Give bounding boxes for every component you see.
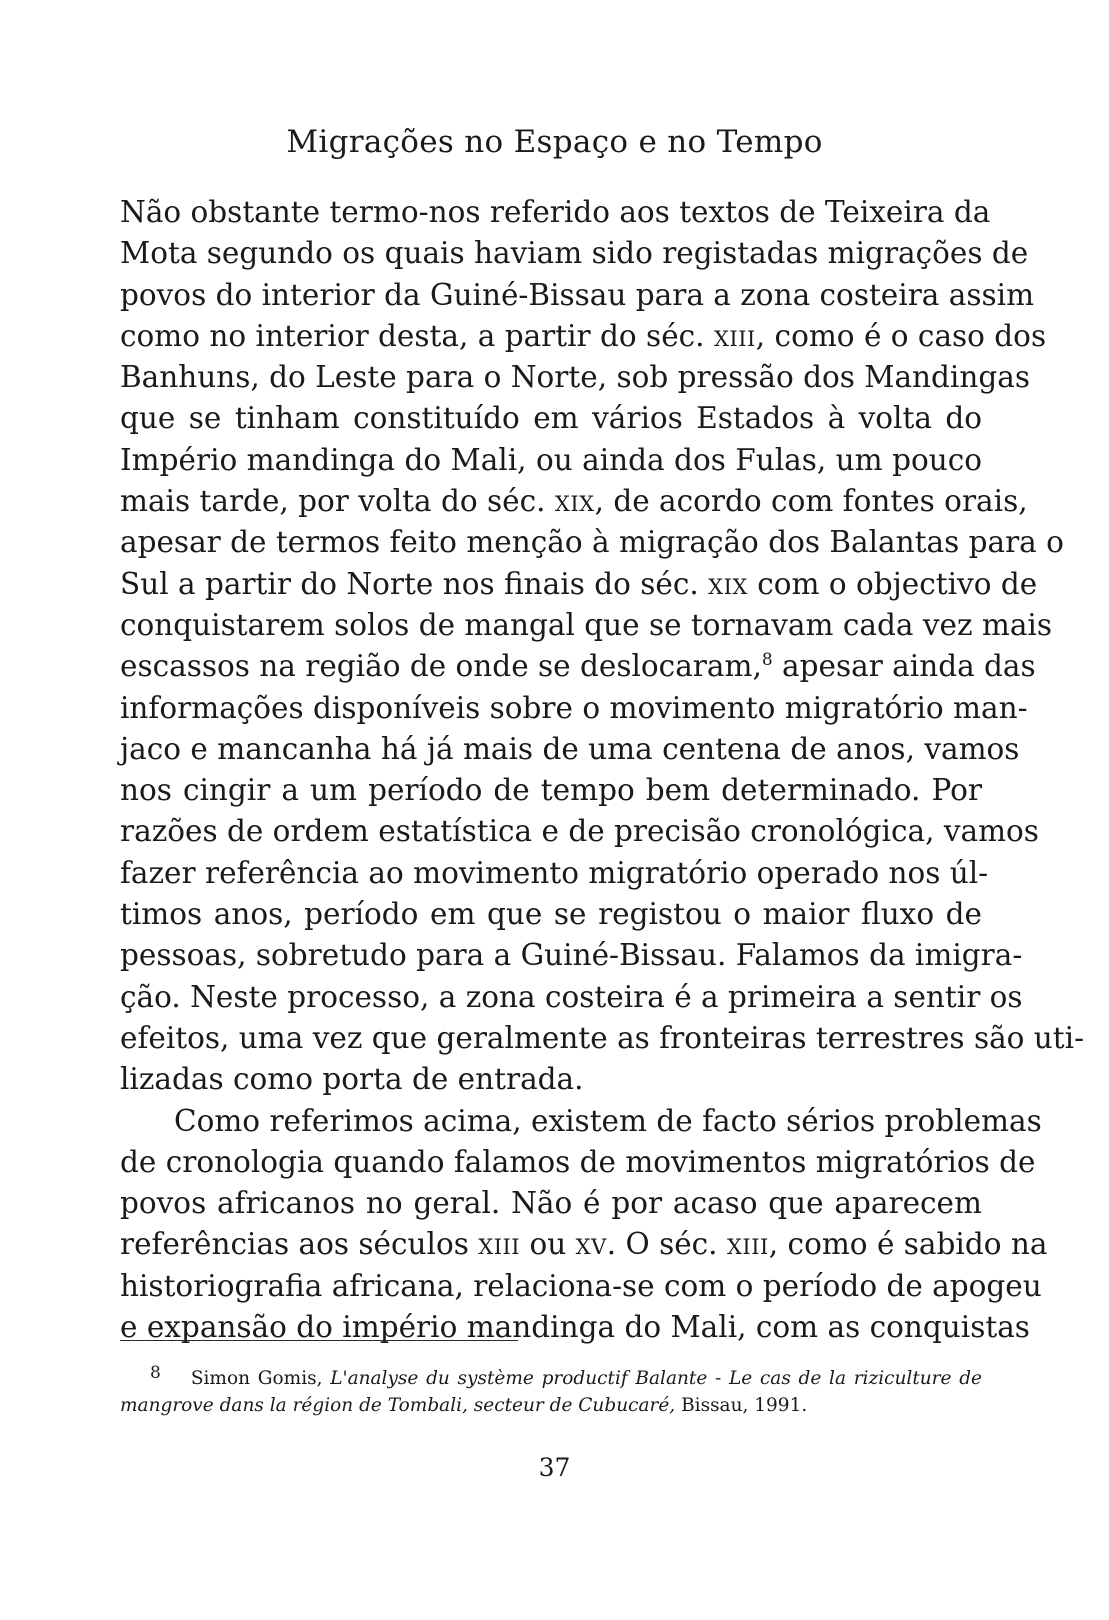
text-segment: escassos na região de onde se deslocaram, [120, 649, 762, 684]
text-line: ção. Neste processo, a zona costeira é a primeira a sentir os [120, 979, 1023, 1014]
text-segment: como no interior desta, a partir do séc. [120, 318, 705, 353]
text-segment: , de acordo com fontes orais, [594, 484, 1028, 519]
text-line: nos cingir a um período de tempo bem determinado. Por [120, 773, 982, 808]
text-line: jaco e mancanha há já mais de uma centena de anos, vamos [120, 731, 1020, 766]
century-numeral: xiii [478, 1227, 521, 1262]
footnote-divider [120, 1340, 518, 1341]
text-segment: , como é o caso dos [755, 318, 1047, 353]
text-segment: , como é sabido na [768, 1227, 1048, 1262]
text-line [120, 316, 1047, 357]
text-line: timos anos, período em que se registou o maior fluxo de [120, 897, 982, 932]
paragraph-1 [120, 192, 1085, 1101]
footnote-author: Simon Gomis, [190, 1368, 323, 1389]
text-line [120, 1224, 1048, 1265]
century-numeral: xix [554, 484, 595, 519]
text-line: lizadas como porta de entrada. [120, 1062, 584, 1097]
text-line [120, 564, 1038, 605]
text-line: Banhuns, do Leste para o Norte, sob pressão dos Mandingas [120, 360, 1030, 395]
century-numeral: xiii [713, 318, 756, 353]
text-line: e expansão do império mandinga do Mali, com as conquistas [120, 1310, 1030, 1345]
page-heading: Migrações no Espaço e no Tempo [286, 124, 823, 160]
text-line: povos do interior da Guiné-Bissau para a zona costeira assim [120, 277, 1035, 312]
text-line: historiografia africana, relaciona-se com o período de apogeu [120, 1268, 1042, 1303]
text-line: Como referimos acima, existem de facto sérios problemas [174, 1103, 1042, 1138]
text-segment: ou [520, 1227, 576, 1262]
text-line: conquistarem solos de mangal que se tornavam cada vez mais [120, 607, 1053, 642]
century-numeral: xix [708, 566, 748, 601]
footnote-reference[interactable]: 8 [761, 650, 773, 671]
text-line: efeitos, uma vez que geralmente as fronteiras terrestres são uti- [120, 1020, 1085, 1055]
text-line: pessoas, sobretudo para a Guiné-Bissau. Falamos da imigra- [120, 938, 1023, 973]
footnote [120, 1360, 982, 1419]
text-line: Não obstante termo-nos referido aos textos de Teixeira da [120, 195, 991, 229]
text-segment: com o objectivo de [747, 566, 1038, 601]
text-segment: Sul a partir do Norte nos finais do séc. [120, 566, 699, 601]
footnote-title: mangrove dans la région de Tombali, secteur de Cubucaré, [120, 1395, 676, 1416]
footnote-title: L'analyse du système productif Balante - Le cas de la riziculture de [330, 1368, 982, 1389]
text-segment: referências aos séculos [120, 1227, 469, 1262]
text-line: fazer referência ao movimento migratório operado nos úl- [120, 855, 989, 890]
text-line [120, 646, 1036, 687]
page-number: 37 [538, 1453, 571, 1482]
text-line [120, 481, 1028, 522]
footnote-place-year: Bissau, 1991. [681, 1395, 808, 1416]
century-numeral: xv [575, 1227, 607, 1262]
text-line: razões de ordem estatística e de precisão cronológica, vamos [120, 814, 1039, 849]
body-text [120, 192, 1085, 1348]
text-line: Mota segundo os quais haviam sido registadas migrações de [120, 236, 1029, 271]
footnote-line [120, 1360, 982, 1392]
footnote-number: 8 [150, 1363, 161, 1383]
text-line: apesar de termos feito menção à migração dos Balantas para o [120, 525, 1064, 560]
text-segment: mais tarde, por volta do séc. [120, 484, 546, 519]
text-line: de cronologia quando falamos de movimentos migratórios de [120, 1144, 1036, 1179]
text-line: que se tinham constituído em vários Estados à volta do [120, 401, 982, 436]
text-line: povos africanos no geral. Não é por acaso que aparecem [120, 1186, 982, 1221]
footnote-line [120, 1392, 982, 1419]
text-segment: apesar ainda das [772, 649, 1036, 684]
text-line: informações disponíveis sobre o movimento migratório man- [120, 690, 1028, 725]
text-segment: . O séc. [606, 1227, 718, 1262]
century-numeral: xiii [726, 1227, 769, 1262]
text-line: Império mandinga do Mali, ou ainda dos Fulas, um pouco [120, 442, 982, 477]
paragraph-2 [120, 1101, 1048, 1349]
